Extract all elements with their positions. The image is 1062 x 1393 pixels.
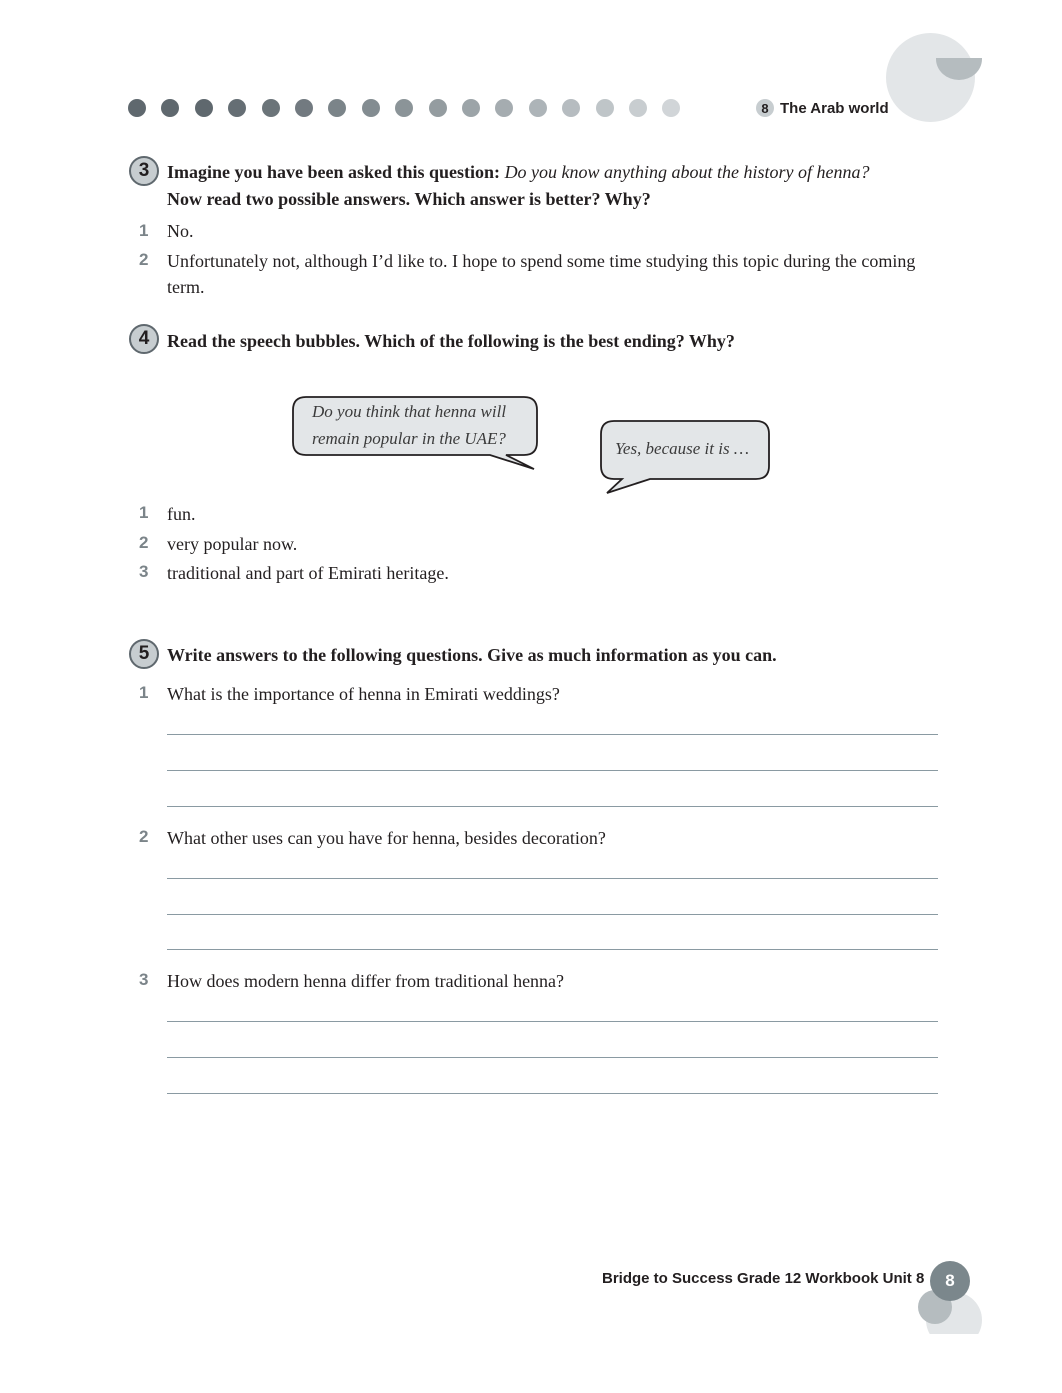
- answer-line-1a[interactable]: [167, 734, 938, 735]
- answer-line-3a[interactable]: [167, 1021, 938, 1022]
- exercise-5-item-3-text: How does modern henna differ from traditional henna?: [167, 971, 565, 991]
- exercise-5-prompt: Write answers to the following questions. Give as much information as you can.: [167, 645, 777, 665]
- exercise-5-number: 5: [129, 639, 159, 669]
- exercise-3-prompt-text: Imagine you have been asked this question:: [167, 162, 505, 182]
- speech-bubbles-graphic: [0, 0, 1062, 520]
- exercise-4-item-2-number: 2: [139, 533, 149, 552]
- speech-bubble-left-line-1: Do you think that henna will: [312, 402, 507, 421]
- footer-book-title: Bridge to Success Grade 12 Workbook Unit 8: [602, 1270, 925, 1287]
- answer-line-2b[interactable]: [167, 914, 938, 915]
- answer-line-2c[interactable]: [167, 949, 938, 950]
- answer-line-1b[interactable]: [167, 770, 938, 771]
- exercise-4-item-1-number: 1: [139, 503, 149, 522]
- unit-number-badge: 8: [756, 99, 774, 117]
- exercise-3-question: Do you know anything about the history of henna?: [504, 162, 870, 182]
- exercise-3-item-1-number: 1: [139, 221, 149, 240]
- exercise-4-item-3-text: traditional and part of Emirati heritage.: [167, 563, 449, 583]
- exercise-4-item-3-number: 3: [139, 562, 149, 581]
- exercise-5-item-2-text: What other uses can you have for henna, besides decoration?: [167, 828, 606, 848]
- exercise-3-item-1-text: No.: [167, 221, 194, 241]
- speech-bubble-left-text: [312, 398, 506, 452]
- exercise-5-item-1-number: 1: [139, 683, 149, 702]
- exercise-3-number: 3: [129, 156, 159, 186]
- answer-line-3c[interactable]: [167, 1093, 938, 1094]
- exercise-3-item-2-text: Unfortunately not, although I’d like to. I hope to spend some time studying this topic during the coming term.: [167, 251, 916, 297]
- exercise-4-number: 4: [129, 324, 159, 354]
- unit-title: The Arab world: [780, 99, 889, 117]
- exercise-5-item-1-text: What is the importance of henna in Emirati weddings?: [167, 684, 560, 704]
- speech-bubble-right-text: Yes, because it is …: [615, 439, 749, 458]
- exercise-4-item-1-text: fun.: [167, 504, 196, 524]
- exercise-4-item-2-text: very popular now.: [167, 534, 298, 554]
- answer-line-1c[interactable]: [167, 806, 938, 807]
- answer-line-3b[interactable]: [167, 1057, 938, 1058]
- exercise-5-item-2-number: 2: [139, 827, 149, 846]
- speech-bubble-left-line-2: remain popular in the UAE?: [312, 429, 506, 448]
- answer-line-2a[interactable]: [167, 878, 938, 879]
- exercise-3-prompt-line2: Now read two possible answers. Which answer is better? Why?: [167, 189, 651, 209]
- exercise-4-prompt: Read the speech bubbles. Which of the following is the best ending? Why?: [167, 331, 735, 351]
- exercise-5-item-3-number: 3: [139, 970, 149, 989]
- exercise-3-item-2-number: 2: [139, 250, 149, 269]
- page-number-badge: 8: [930, 1261, 970, 1301]
